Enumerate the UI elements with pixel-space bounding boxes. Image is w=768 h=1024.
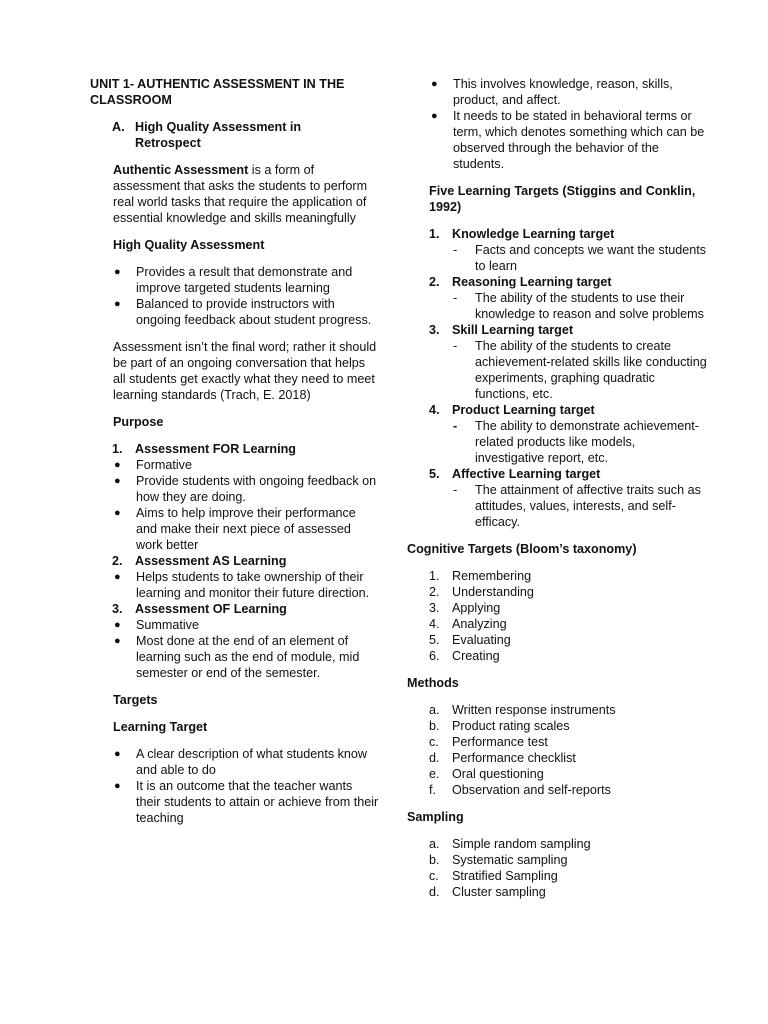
sampling-heading: Sampling [407,810,464,824]
hqa-bullets [90,264,380,328]
intro-paragraph [113,162,380,226]
five-targets-list [407,226,707,530]
unit-title: UNIT 1- AUTHENTIC ASSESSMENT IN THE CLASSROOM [90,77,345,107]
list-item: ● Provide students with ongoing feedback on how they are doing. [114,474,377,504]
purpose-heading: Purpose [113,415,164,429]
list-item: ● A clear description of what students know and able to do [114,747,368,777]
list-item: 3. Applying [429,601,501,615]
section-marker: A. [112,120,125,134]
list-item: 6. Creating [429,649,500,663]
list-item: d. Cluster sampling [429,885,546,899]
left-column [90,76,380,826]
hqa-heading: High Quality Assessment [113,238,265,252]
right-column [407,76,707,900]
purpose-item: 2. Assessment AS Learning [112,554,287,568]
assessment-paragraph: Assessment isn’t the final word; rather it should be part of an ongoing conversation that helps all students get exactly what they need to meet learning standards (Trach, E. 2018) [113,340,377,402]
target-item: 2. Reasoning Learning target [429,275,612,289]
target-description: - The ability to demonstrate achievement-related products like models, investigative report, etc. [453,419,700,465]
list-item: b. Systematic sampling [429,853,568,867]
list-item: c. Stratified Sampling [429,869,558,883]
methods-list [407,702,707,798]
list-item: ● Summative [114,618,199,632]
purpose-list [90,441,380,681]
learning-target-bullets [90,746,380,826]
target-item: 3. Skill Learning target [429,323,574,337]
purpose-item: 3. Assessment OF Learning [112,602,287,616]
intro-text: is a form of assessment that asks the students to perform real world tasks that require the application of essential knowledge and skills meaningfully [113,163,368,225]
five-targets-heading: Five Learning Targets (Stiggins and Conklin, 1992) [429,184,696,214]
cognitive-heading: Cognitive Targets (Bloom’s taxonomy) [407,542,637,556]
target-description: - The ability of the students to create achievement-related skills like conducting experiments, graphing quadratic functions, etc. [453,339,707,401]
list-item: a. Simple random sampling [429,837,591,851]
target-item: 4. Product Learning target [429,403,595,417]
list-item: ● Balanced to provide instructors with ongoing feedback about student progress. [114,297,372,327]
list-item: ● Provides a result that demonstrate and improve targeted students learning [114,265,353,295]
list-item: ● It needs to be stated in behavioral terms or term, which denotes something which can be observed through the behavior of the students. [431,109,705,171]
list-item: 1. Remembering [429,569,532,583]
list-item: a. Written response instruments [429,703,616,717]
target-item: 1. Knowledge Learning target [429,227,615,241]
list-item: e. Oral questioning [429,767,544,781]
target-description: - The ability of the students to use their knowledge to reason and solve problems [453,291,704,321]
list-item: b. Product rating scales [429,719,570,733]
list-item: 4. Analyzing [429,617,507,631]
target-item: 5. Affective Learning target [429,467,601,481]
list-item: d. Performance checklist [429,751,576,765]
section-a-heading [90,119,380,151]
list-item: f. Observation and self-reports [429,783,611,797]
intro-term: Authentic Assessment [113,163,249,177]
list-item: ● Most done at the end of an element of learning such as the end of module, mid semester or end of the semester. [114,634,360,680]
methods-heading: Methods [407,676,459,690]
cognitive-list [407,568,707,664]
list-item: ● This involves knowledge, reason, skills, product, and affect. [431,77,673,107]
list-item: 2. Understanding [429,585,534,599]
purpose-item: 1. Assessment FOR Learning [112,442,296,456]
list-item: 5. Evaluating [429,633,511,647]
list-item: ● It is an outcome that the teacher wants their students to attain or achieve from their teaching [114,779,379,825]
top-bullets [407,76,707,172]
sampling-list [407,836,707,900]
targets-heading: Targets [113,693,158,707]
list-item: c. Performance test [429,735,548,749]
learning-target-heading: Learning Target [113,720,208,734]
list-item: ● Aims to help improve their performance and make their next piece of assessed work better [114,506,356,552]
section-title: High Quality Assessment in Retrospect [135,120,302,150]
list-item: ● Formative [114,458,192,472]
target-description: - The attainment of affective traits such as attitudes, values, interests, and self-efficacy. [453,483,701,529]
list-item: ● Helps students to take ownership of their learning and monitor their future direction. [114,570,370,600]
target-description: - Facts and concepts we want the students to learn [453,243,707,273]
